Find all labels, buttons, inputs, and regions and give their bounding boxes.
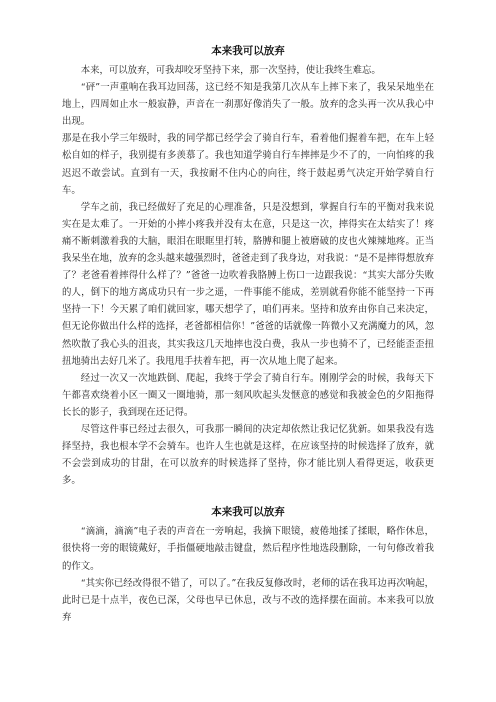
paragraph: 学车之前，我已经做好了充足的心理准备，只是没想到，掌握自行车的平衡对我来说实在是太难了。一开始的小摔小疼我并没有太在意，只是这一次，摔得实在太结实了！疼痛不断刺激着我的大脑，眼泪在眼眶里打转，胳膊和腿上被磨破的皮也火辣辣地疼。正当我呆坐在地，放弃的念头越来越强烈时，爸爸走到了我身边，对我说：“是不是摔得想放弃了？老爸看着摔得什么样了？”爸爸一边吹着我胳膊上伤口一边跟我说：“其实大部分失败的人，倒下的地方离成功只有一步之遥，一件事能不能成，差别就看你能不能坚持一下再坚持一下！今天累了咱们就回家，哪天想学了，咱们再来。坚持和放弃由你自己来决定，但无论你做出什么样的选择，老爸都相信你！”爸爸的话就像一阵微小又充满魔力的风，忽然吹散了我心头的沮丧，其实我这几天地摔也没白费，我从一步也骑不了，已经能歪歪扭扭地骑出去好几米了。我甩甩手扶着车把，再一次从地上爬了起来。 [62, 201, 434, 367]
article-title: 本来我可以放弃 [211, 45, 285, 57]
paragraph: “滴滴，滴滴”电子表的声音在一旁响起，我摘下眼镜，疲倦地揉了揉眼，略作休息，很快将一旁的眼镜戴好，手指僵硬地敲击键盘，然后程序性地选段删除，一句句修改着我的作文。 [62, 526, 434, 572]
article-title: 本来我可以放弃 [211, 506, 285, 519]
paragraph: 本来，可以放弃，可我却咬牙坚持下来，那一次坚持，使让我终生难忘。 [80, 65, 381, 76]
paragraph: “其实你已经改得很不错了，可以了。”在我反复修改时，老师的话在我耳边再次响起，此时已是十点半，夜色已深，父母也早已休息，改与不改的选择摆在面前。本来我可以放弃 [62, 577, 434, 623]
paragraph: 经过一次又一次地跌倒、爬起，我终于学会了骑自行车。刚刚学会的时候，我每天下午都喜欢绕着小区一圈又一圈地骑，那一刻风吹起头发惬意的感觉和我被金色的夕阳拖得长长的影子，我到现在还记得。 [62, 372, 434, 418]
paragraph: 那是在我小学三年级时，我的同学都已经学会了骑自行车，看着他们握着车把，在车上轻松自如的样子，我别提有多羡慕了。我也知道学骑自行车摔摔是少不了的，一向怕疼的我迟迟不敢尝试。直到有一天，我按耐不住内心的向往，终于鼓起勇气决定开始学骑自行车。 [62, 133, 434, 196]
paragraph: 尽管这件事已经过去很久，可我那一瞬间的决定却依然让我记忆犹新。如果我没有选择坚持，我也根本学不会骑车。也许人生也就是这样，在应该坚持的时候选择了放弃，就不会尝到成功的甘甜，在可以放弃的时候选择了坚持，你才能比别人看得更远，收获更多。 [62, 423, 434, 487]
paragraph: “砰”一声重响在我耳边回荡，这已经不知是我第几次从车上摔下来了，我呆呆地坐在地上，四周如止水一般寂静，声音在一刹那好像消失了一般。放弃的念头再一次从我心中出现。 [62, 82, 434, 128]
